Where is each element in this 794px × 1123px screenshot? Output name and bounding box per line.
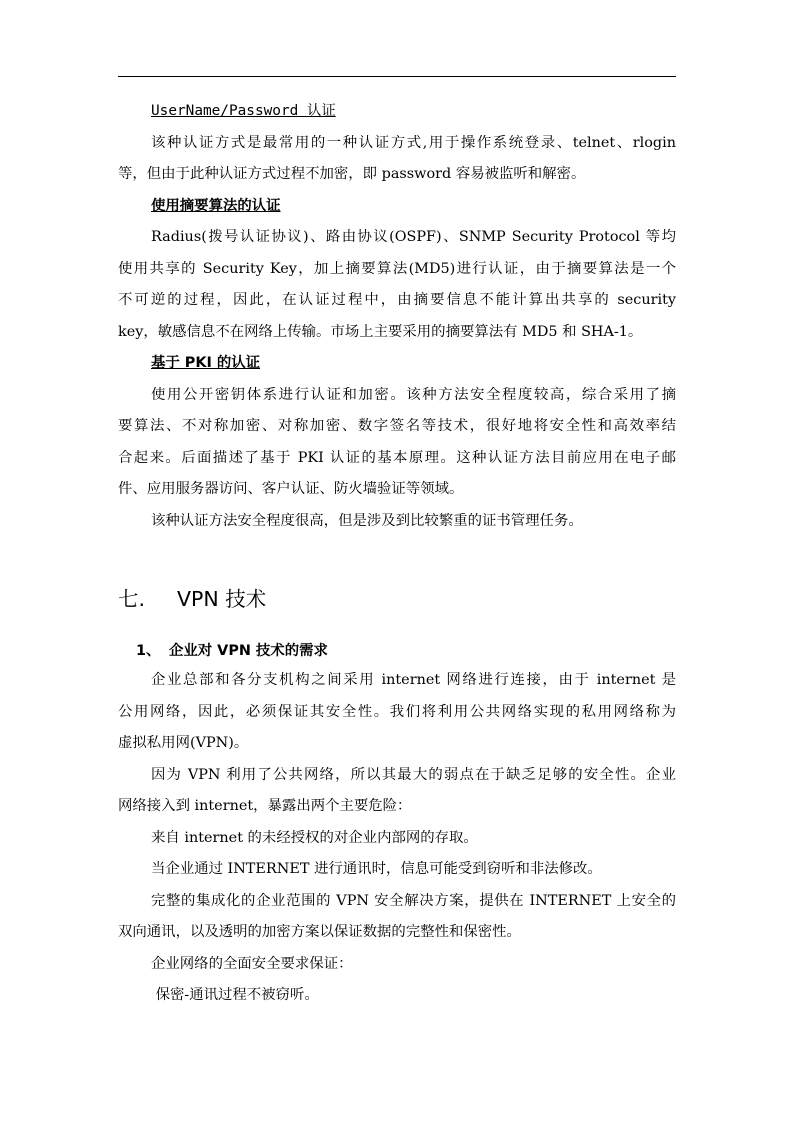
subheading-digest: 使用摘要算法的认证 [151, 197, 281, 214]
subheading-pki: 基于 PKI 的认证 [151, 355, 261, 371]
paragraph-line: 件、应用服务器访问、客户认证、防火墙验证等领域。 [118, 481, 464, 497]
paragraph-line: 使用公开密钥体系进行认证和加密。该种方法安全程度较高，综合采用了摘 [151, 386, 676, 403]
paragraph-line: 保密-通讯过程不被窃听。 [151, 987, 319, 1003]
page-content [118, 96, 676, 1012]
section-title: 企业对 VPN 技术的需求 [169, 643, 328, 659]
chapter-heading [118, 587, 676, 611]
paragraph-line: 该种认证方式是最常用的一种认证方式,用于操作系统登录、telnet、rlogin [151, 134, 676, 151]
paragraph-line: Radius(拨号认证协议)、路由协议(OSPF)、SNMP Security Protocol 等均 [151, 229, 676, 245]
chapter-number: 七. [118, 587, 146, 611]
paragraph-line: 网络接入到 internet，暴露出两个主要危险： [118, 798, 412, 814]
section-heading [118, 637, 676, 665]
paragraph-line: 完整的集成化的企业范围的 VPN 安全解决方案，提供在 INTERNET 上安全的 [151, 892, 676, 909]
paragraph-line: 来自 internet 的未经授权的对企业内部网的存取。 [151, 829, 478, 846]
paragraph-line: 不可逆的过程，因此，在认证过程中，由摘要信息不能计算出共享的 security [118, 292, 676, 308]
paragraph-line: 使用共享的 Security Key，加上摘要算法(MD5)进行认证，由于摘要算法是一个 [118, 260, 676, 277]
chapter-title: VPN 技术 [177, 587, 267, 611]
section-number: 1、 [136, 643, 161, 659]
header-rule [118, 76, 676, 77]
paragraph-line: 要算法、不对称加密、对称加密、数字签名等技术，很好地将安全性和高效率结 [118, 418, 676, 434]
paragraph-line: 虚拟私用网(VPN)。 [118, 735, 249, 751]
paragraph-line: 企业总部和各分支机构之间采用 internet 网络进行连接，由于 internet 是 [151, 672, 676, 688]
paragraph-line: 企业网络的全面安全要求保证： [151, 955, 353, 972]
paragraph-line: key，敏感信息不在网络上传输。市场上主要采用的摘要算法有 MD5 和 SHA-1。 [118, 323, 643, 340]
paragraph-line: 该种认证方法安全程度很高，但是涉及到比较繁重的证书管理任务。 [151, 512, 583, 529]
subheading-userpass: UserName/Password 认证 [151, 103, 336, 119]
paragraph-line: 当企业通过 INTERNET 进行通讯时，信息可能受到窃听和非法修改。 [151, 861, 602, 877]
paragraph-line: 合起来。后面描述了基于 PKI 认证的基本原理。这种认证方法目前应用在电子邮 [118, 449, 676, 466]
paragraph-line: 因为 VPN 利用了公共网络，所以其最大的弱点在于缺乏足够的安全性。企业 [151, 766, 676, 783]
paragraph-line: 双向通讯，以及透明的加密方案以保证数据的完整性和保密性。 [118, 924, 521, 940]
paragraph-line: 等，但由于此种认证方式过程不加密，即 password 容易被监听和解密。 [118, 166, 586, 182]
paragraph-line: 公用网络，因此，必须保证其安全性。我们将利用公共网络实现的私用网络称为 [118, 703, 676, 720]
